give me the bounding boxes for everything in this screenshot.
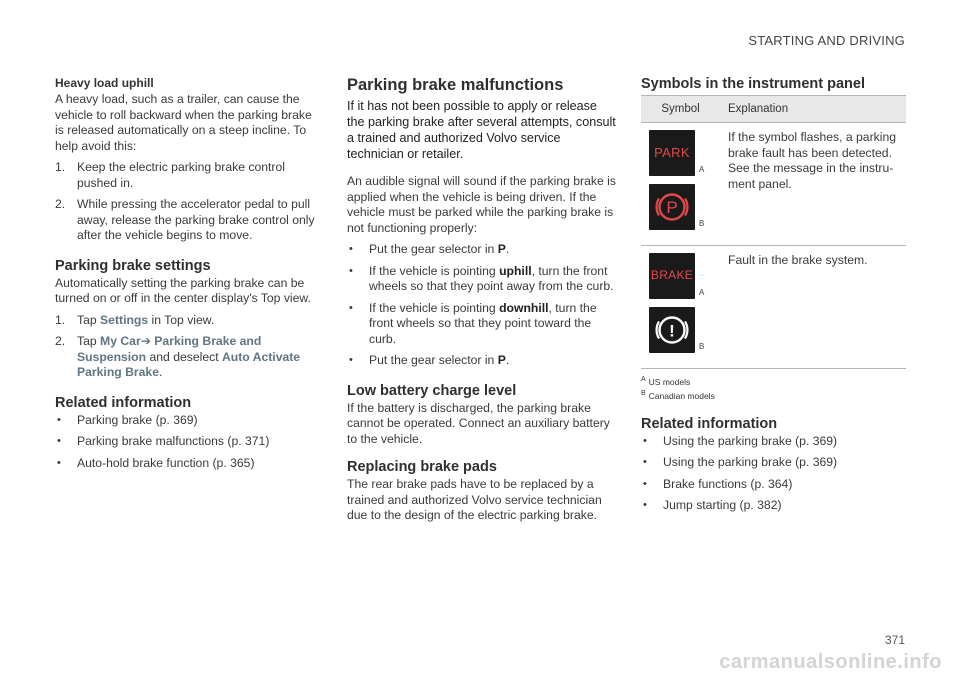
related-info-list	[55, 413, 317, 472]
table-footnotes	[641, 374, 906, 402]
explanation-cell: If the symbol flashes, a parking brake fault has been detected. See the message in the instru-ment panel.	[720, 123, 906, 246]
settings-body: Automatically setting the parking brake can be turned on or off in the center display's Top view.	[55, 275, 311, 305]
explanation-cell: Fault in the brake system.	[720, 246, 906, 369]
step-item: 1. Tap Settings in Top view.	[55, 312, 215, 327]
column-middle	[347, 76, 617, 524]
list-item: • If the vehicle is pointing uphill, turn the front wheels so that they point away from the curb.	[347, 264, 617, 295]
related-info-heading: Related information	[55, 394, 192, 411]
column-left	[55, 76, 317, 477]
brake-text-icon: BRAKE	[649, 253, 695, 299]
low-battery-heading: Low battery charge level	[347, 382, 517, 399]
settings-steps	[55, 313, 317, 381]
table-row: PARK A P B If the symbol flashes, a parking brake fault has been detected. See the message in the instru-ment panel.	[641, 123, 906, 246]
parking-brake-suspension-menu-link: Parking Brake and Suspension	[77, 334, 262, 364]
symbols-heading: Symbols in the instrument panel	[641, 76, 865, 92]
table-header-explanation: Explanation	[720, 96, 906, 123]
step-item: 1. Keep the electric parking brake control pushed in.	[55, 160, 285, 190]
page-number: 371	[884, 633, 905, 647]
step-item: 2. While pressing the accelerator pedal to pull away, release the parking brake control only after the vehicle begins to move.	[55, 197, 315, 242]
park-text-icon: PARK	[649, 130, 695, 176]
related-info-heading: Related information	[641, 415, 778, 432]
step-item: 2. Tap My Car➔ Parking Brake and Suspension and deselect Auto Activate Parking Brake.	[55, 334, 301, 379]
heavy-load-heading: Heavy load uphill	[55, 76, 154, 90]
section-title: Parking brake malfunctions	[347, 76, 564, 94]
section-body: An audible signal will sound if the parking brake is applied when the vehicle is being driven. If the vehicle must be parked while the parking brake is not functioning properly:	[347, 174, 616, 235]
heavy-load-steps	[55, 160, 317, 244]
settings-menu-link: Settings	[100, 312, 149, 327]
arrow-right-icon: ➔	[140, 334, 151, 348]
table-header-symbol: Symbol	[641, 96, 720, 123]
column-right	[641, 76, 906, 520]
list-item: • If the vehicle is pointing downhill, turn the front wheels so that they point toward the curb.	[347, 301, 617, 348]
circled-exclamation-icon	[649, 307, 695, 353]
section-lead: If it has not been possible to apply or release the parking brake after several attempts, consult a trained and authorized Volvo service technician or retailer.	[347, 99, 616, 161]
list-item: • Using the parking brake (p. 369)	[641, 455, 906, 471]
symbols-table	[641, 95, 906, 369]
heavy-load-body: A heavy load, such as a trailer, can cause the vehicle to roll backward when the parking brake is released automatically on a steep incline. To help avoid this:	[55, 92, 312, 153]
auto-activate-menu-link: Auto Activate Parking Brake	[77, 349, 301, 379]
list-item: • Brake functions (p. 364)	[641, 477, 906, 493]
watermark: carmanualsonline.info	[719, 651, 942, 673]
brake-pads-body: The rear brake pads have to be replaced by a trained and authorized Volvo service technician due to the design of the electric parking brake.	[347, 477, 602, 522]
list-item: • Using the parking brake (p. 369)	[641, 434, 906, 450]
malfunction-steps	[347, 242, 617, 369]
list-item: • Parking brake (p. 369)	[55, 413, 317, 429]
list-item: • Parking brake malfunctions (p. 371)	[55, 434, 317, 450]
list-item: • Jump starting (p. 382)	[641, 498, 906, 514]
table-row: BRAKE A ! B Fault in the brake system.	[641, 246, 906, 369]
svg-text:P: P	[666, 198, 678, 217]
list-item: • Auto-hold brake function (p. 365)	[55, 456, 317, 472]
brake-pads-heading: Replacing brake pads	[347, 459, 497, 475]
settings-heading: Parking brake settings	[55, 257, 211, 274]
footnote: $^A$ US models	[641, 376, 691, 387]
list-item: • Put the gear selector in P.	[347, 242, 617, 258]
list-item: • Put the gear selector in P.	[347, 353, 617, 369]
page-header-title: STARTING AND DRIVING	[748, 33, 905, 48]
related-info-list	[641, 434, 906, 514]
my-car-menu-link: My Car	[100, 334, 141, 348]
footnote: $^B$ Canadian models	[641, 389, 715, 401]
low-battery-body: If the battery is discharged, the parking brake cannot be operated. Connect an auxiliary battery to the vehicle.	[347, 400, 610, 446]
svg-text:!: !	[669, 321, 675, 341]
circled-p-icon	[649, 184, 695, 230]
